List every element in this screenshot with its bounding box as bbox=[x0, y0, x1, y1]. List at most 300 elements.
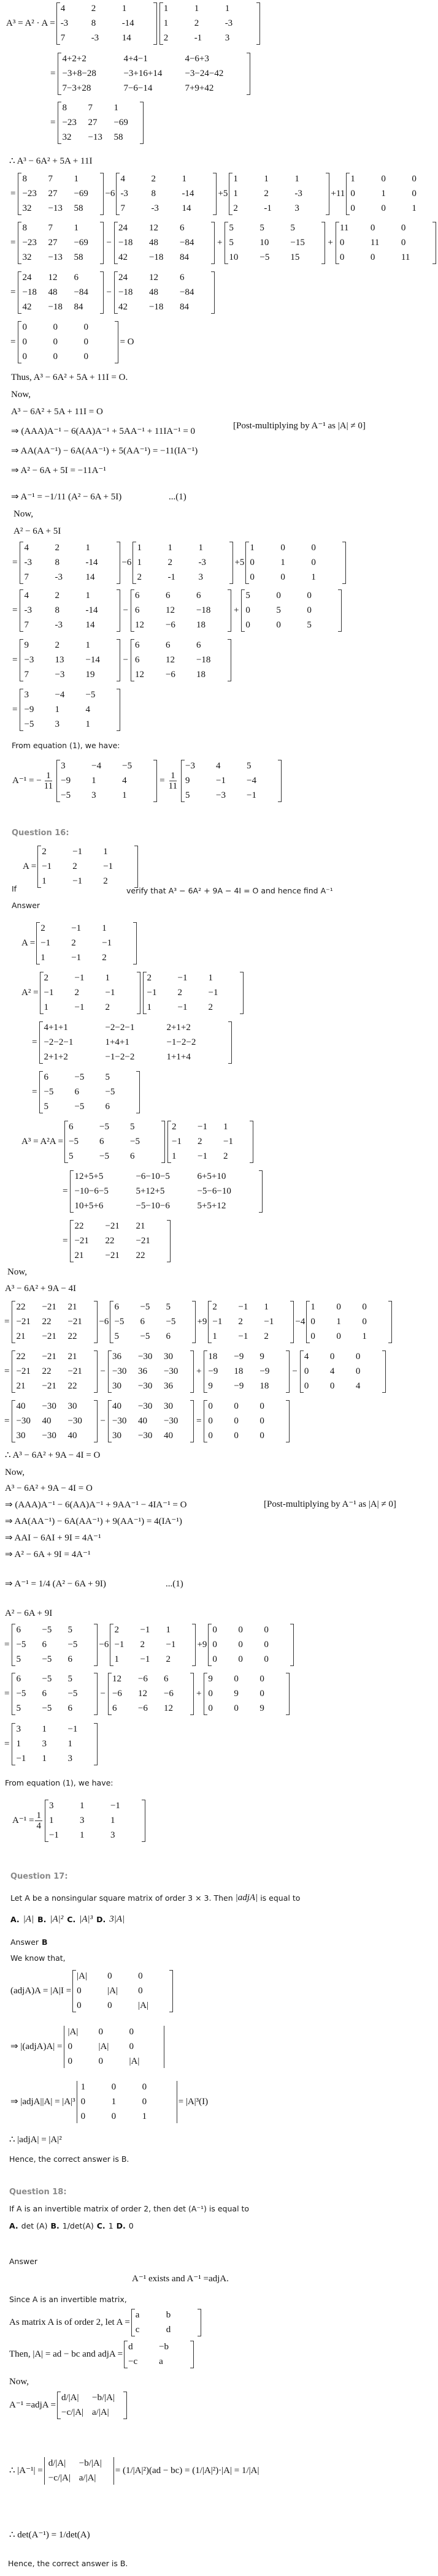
matrix-cell: 0 bbox=[310, 1332, 315, 1341]
equation-row bbox=[9, 321, 134, 363]
identity-determinant bbox=[77, 2081, 177, 2123]
zero-matrix bbox=[18, 321, 118, 363]
matrix-cell: 12 bbox=[148, 273, 158, 282]
operator: = bbox=[50, 118, 56, 127]
matrix-cell: −84 bbox=[179, 238, 194, 248]
matrix-cell: −b/|A| bbox=[79, 2458, 102, 2468]
option-label: B. bbox=[50, 2221, 60, 2230]
result-matrix bbox=[45, 1800, 145, 1842]
matrix-cell: 2 bbox=[55, 543, 60, 553]
matrix-cell: 6 bbox=[134, 655, 140, 665]
matrix-cell: −84 bbox=[74, 287, 88, 297]
answer-label: Answer bbox=[12, 901, 40, 910]
matrix-cell: 21 bbox=[136, 1221, 145, 1231]
matrix-cell: 1 bbox=[79, 1830, 85, 1840]
option-label: C. bbox=[96, 2221, 106, 2230]
matrix-cell: 9 bbox=[185, 776, 190, 786]
matrix-cell: 22 bbox=[16, 1302, 26, 1312]
matrix-cell: 0 bbox=[362, 1302, 367, 1312]
expression-label: A² − 6A + 9I bbox=[5, 1608, 53, 1618]
matrix-cell: 6 bbox=[140, 1317, 145, 1327]
matrix-cell: 0 bbox=[83, 322, 88, 332]
matrix-cell: −6 bbox=[165, 670, 175, 680]
option-value: 0 bbox=[128, 2221, 134, 2230]
matrix-cell: 7 bbox=[88, 103, 93, 113]
derivation-step: ⇒ A² − 6A + 5I = −11A⁻¹ bbox=[11, 466, 106, 475]
statement-text: is equal to bbox=[260, 1893, 301, 1903]
operator: = bbox=[196, 1416, 202, 1426]
matrix-cell: 6 bbox=[179, 273, 185, 282]
matrix-cell: 2 bbox=[208, 1002, 213, 1012]
post-multiply-note: [Post-multiplying by A⁻¹ as |A| ≠ 0] bbox=[233, 421, 366, 431]
matrix-cell: 12 bbox=[163, 1703, 173, 1713]
equation-row bbox=[31, 1021, 233, 1064]
matrix-cell: −69 bbox=[74, 189, 88, 199]
matrix-cell: −10−6−5 bbox=[74, 1186, 109, 1196]
matrix-cell: 22 bbox=[42, 1317, 52, 1327]
fraction bbox=[167, 771, 179, 791]
matrix-cell: 30 bbox=[163, 1401, 173, 1411]
matrix-cell: −1 bbox=[223, 1137, 233, 1146]
matrix-cell: 0 bbox=[22, 352, 27, 362]
now-label: Now, bbox=[11, 390, 31, 400]
a-matrix bbox=[37, 846, 138, 888]
matrix-cell: a/|A| bbox=[79, 2473, 96, 2483]
equation-row bbox=[9, 222, 437, 264]
det-chain: = (1/|A|²)(ad − bc) = (1/|A|²)·|A| = 1/|A| bbox=[115, 2466, 259, 2476]
matrix-cell: 0 bbox=[259, 1416, 264, 1426]
matrix-cell: 3 bbox=[48, 1801, 54, 1811]
matrix-cell: −21 bbox=[74, 1236, 89, 1246]
matrix-cell: 0 bbox=[234, 1431, 239, 1441]
matrix-cell: 5 bbox=[114, 1332, 119, 1341]
derivation-step: ⇒ A² − 6A + 9I = 4A⁻¹ bbox=[5, 1550, 91, 1559]
matrix-cell: 12 bbox=[134, 620, 144, 630]
a-matrix bbox=[131, 2309, 201, 2336]
matrix-cell: -14 bbox=[85, 605, 98, 615]
question-17-statement bbox=[10, 1893, 300, 1903]
matrix-cell: 0 bbox=[98, 2027, 104, 2037]
matrix-cell: 32 bbox=[62, 132, 72, 142]
matrix-cell: −21 bbox=[16, 1317, 31, 1327]
matrix-cell: d/|A| bbox=[48, 2458, 66, 2468]
matrix-cell: 1 bbox=[85, 640, 90, 650]
matrix-cell: 0 bbox=[238, 1640, 243, 1650]
matrix-cell: 27 bbox=[48, 189, 58, 199]
matrix-cell: 7−3+28 bbox=[62, 83, 91, 93]
matrix-cell: 0 bbox=[259, 1431, 264, 1441]
adj-label: adjA = bbox=[31, 2400, 56, 2410]
matrix-cell: 5 bbox=[276, 605, 281, 615]
matrix-cell: 9 bbox=[208, 1674, 213, 1684]
derivation-step: ⇒ (AAA)A⁻¹ − 6(AA)A⁻¹ + 5AA⁻¹ + 11IA⁻¹ = 0 bbox=[11, 426, 196, 436]
post-multiply-note: [Post-multiplying by A⁻¹ as |A| ≠ 0] bbox=[264, 1499, 396, 1509]
matrix-cell: 8 bbox=[62, 103, 67, 113]
equation-label: ⇒ |adjA||A| = |A|³ bbox=[10, 2097, 75, 2107]
zero-matrix bbox=[208, 1624, 294, 1666]
matrix-cell: 19 bbox=[85, 670, 95, 680]
matrix-cell: 5 bbox=[245, 591, 250, 600]
option-value: 1/det(A) bbox=[62, 2221, 94, 2230]
equation-row bbox=[3, 1351, 387, 1393]
matrix-cell: −23 bbox=[22, 189, 37, 199]
matrix-cell: 1 bbox=[67, 1739, 72, 1749]
matrix-cell: d/|A| bbox=[61, 2393, 79, 2403]
matrix-cell: 2 bbox=[105, 1002, 110, 1012]
matrix-cell: 5 bbox=[67, 1674, 72, 1684]
matrix-cell: 1 bbox=[167, 543, 172, 553]
matrix-cell: 4−6+3 bbox=[185, 54, 209, 64]
matrix-cell: 7 bbox=[24, 670, 29, 680]
matrix-cell: 6 bbox=[165, 591, 171, 600]
matrix-cell: 48 bbox=[48, 287, 58, 297]
matrix-cell: −21 bbox=[105, 1251, 120, 1260]
matrix-cell: −84 bbox=[179, 287, 194, 297]
matrix-cell: −2−2−1 bbox=[44, 1037, 74, 1047]
matrix-cell: −18 bbox=[118, 287, 133, 297]
matrix-cell: −30 bbox=[163, 1366, 179, 1376]
option-label: D. bbox=[96, 1915, 106, 1924]
coefficient: +9 bbox=[197, 1317, 207, 1327]
derivation-step: ⇒ AA(AA⁻¹) − 6A(AA⁻¹) + 9(AA⁻¹) = 4(IA⁻¹) bbox=[5, 1517, 182, 1526]
inverse-label: A⁻¹ = bbox=[9, 2400, 31, 2410]
option-value: |A| bbox=[23, 1914, 34, 1924]
matrix-cell: 5 bbox=[229, 238, 234, 248]
matrix-cell: 3 bbox=[16, 1724, 21, 1734]
matrix-cell: 1 bbox=[85, 543, 90, 553]
matrix-cell: -3 bbox=[91, 33, 99, 43]
derivation-step: ⇒ A⁻¹ = 1/4 (A² − 6A + 9I) bbox=[5, 1579, 106, 1589]
matrix-cell: 1 bbox=[42, 1724, 47, 1734]
matrix-cell: 1 bbox=[212, 1332, 217, 1341]
matrix-cell: 4 bbox=[304, 1352, 309, 1362]
matrix-label: A³ = A²A = bbox=[21, 1137, 64, 1146]
equation-row bbox=[11, 639, 232, 681]
matrix-cell: 1 bbox=[80, 2082, 86, 2092]
matrix-cell: 12 bbox=[112, 1674, 121, 1684]
matrix-cell: 5 bbox=[166, 1302, 171, 1312]
identity-matrix bbox=[306, 1301, 392, 1343]
matrix-cell: 0 bbox=[259, 1401, 264, 1411]
equation-row bbox=[49, 53, 252, 95]
matrix-cell: 2 bbox=[177, 988, 183, 998]
matrix-cell: 0 bbox=[142, 2097, 147, 2107]
matrix-cell: -3 bbox=[225, 18, 233, 28]
matrix-cell: −30 bbox=[137, 1401, 153, 1411]
matrix-cell: 0 bbox=[208, 1431, 213, 1441]
matrix-cell: −1 bbox=[16, 1754, 26, 1763]
operator: = bbox=[4, 1689, 10, 1699]
matrix-cell: −5 bbox=[74, 1102, 85, 1112]
a-matrix bbox=[208, 1301, 294, 1343]
matrix-cell: 6 bbox=[42, 1689, 47, 1699]
matrix-cell: 7+9+42 bbox=[185, 83, 214, 93]
matrix-cell: 1 bbox=[79, 1801, 85, 1811]
inverse-label: A⁻¹ = bbox=[12, 1816, 34, 1825]
matrix-cell: 10+5+6 bbox=[74, 1201, 104, 1211]
coefficient: +5 bbox=[234, 558, 245, 567]
matrix-cell: a bbox=[159, 2357, 163, 2366]
matrix-cell: 1 bbox=[16, 1739, 21, 1749]
matrix-cell: 3 bbox=[225, 33, 230, 43]
matrix-cell: 6 bbox=[134, 605, 140, 615]
matrix-cell: 0 bbox=[264, 1654, 269, 1664]
matrix-cell: 0 bbox=[362, 1317, 367, 1327]
matrix-cell: −1 bbox=[72, 876, 83, 886]
matrix-cell: 6 bbox=[67, 1703, 72, 1713]
matrix-cell: 1 bbox=[48, 1816, 54, 1825]
matrix-cell: −3 bbox=[24, 655, 34, 665]
matrix-cell: 0 bbox=[280, 572, 285, 582]
equation-row bbox=[3, 1673, 291, 1715]
matrix-cell: −3+16+14 bbox=[123, 69, 163, 78]
matrix-label: A² = bbox=[21, 988, 39, 998]
matrix-cell: 30 bbox=[163, 1352, 173, 1362]
matrix-cell: −1 bbox=[177, 1002, 188, 1012]
matrix-cell: 4 bbox=[329, 1366, 335, 1376]
matrix-cell: −30 bbox=[112, 1416, 127, 1426]
matrix-cell: −23 bbox=[62, 118, 77, 127]
matrix-cell: 8 bbox=[22, 223, 27, 233]
operator: = bbox=[4, 1416, 10, 1426]
coefficient: +9 bbox=[197, 1640, 207, 1650]
matrix-cell: 6 bbox=[179, 223, 185, 233]
matrix-cell: 0 bbox=[234, 1416, 239, 1426]
matrix-cell: 1 bbox=[121, 4, 127, 13]
matrix-cell: −5 bbox=[122, 761, 133, 771]
matrix-cell: 3 bbox=[24, 690, 29, 700]
operator: − bbox=[106, 287, 112, 297]
a3-expanded-matrix bbox=[58, 53, 250, 95]
coefficient: −6 bbox=[105, 189, 115, 199]
equation-row bbox=[11, 589, 343, 632]
matrix-cell: 2 bbox=[151, 174, 156, 184]
matrix-cell: 0 bbox=[129, 2042, 134, 2051]
equation-row bbox=[3, 1624, 295, 1666]
matrix-cell: 1 bbox=[194, 4, 199, 13]
matrix-cell: 11 bbox=[370, 238, 380, 248]
operator: = bbox=[4, 1640, 10, 1650]
matrix-cell: 0 bbox=[304, 1366, 309, 1376]
matrix-cell: 30 bbox=[112, 1431, 121, 1441]
a2-matrix bbox=[39, 1071, 140, 1113]
matrix-cell: 1 bbox=[102, 923, 107, 933]
matrix-cell: |A| bbox=[67, 2027, 79, 2037]
matrix-cell: 32 bbox=[22, 203, 32, 213]
matrix-cell: 24 bbox=[22, 273, 32, 282]
matrix-cell: 10 bbox=[259, 238, 269, 248]
matrix-cell: −5−6−10 bbox=[197, 1186, 231, 1196]
matrix-cell: −21 bbox=[67, 1317, 82, 1327]
matrix-cell: 0 bbox=[304, 1381, 309, 1391]
adj-matrix bbox=[124, 2341, 194, 2368]
matrix-cell: 12 bbox=[165, 655, 175, 665]
matrix-cell: 42 bbox=[118, 252, 128, 262]
matrix-cell: −30 bbox=[137, 1431, 153, 1441]
matrix-cell: 4 bbox=[60, 4, 66, 13]
matrix-cell: 12 bbox=[165, 605, 175, 615]
matrix-label: A = bbox=[23, 862, 37, 871]
matrix-cell: −5 bbox=[42, 1625, 52, 1635]
matrix-cell: 5 bbox=[229, 223, 234, 233]
matrix-cell: 2 bbox=[74, 988, 80, 998]
matrix-cell: 12 bbox=[137, 1689, 147, 1699]
matrix-cell: 1 bbox=[105, 973, 110, 983]
matrix-cell: −1 bbox=[172, 1137, 182, 1146]
matrix-cell: 1 bbox=[198, 543, 203, 553]
matrix-cell: 1 bbox=[208, 973, 213, 983]
equation-row bbox=[31, 1071, 141, 1113]
matrix-label: As matrix A is of order 2, let A = bbox=[9, 2317, 130, 2327]
matrix-cell: 40 bbox=[42, 1416, 52, 1426]
equation-row bbox=[21, 922, 138, 964]
matrix-cell: |A| bbox=[107, 1986, 118, 1996]
matrix-cell: 1 bbox=[42, 876, 47, 886]
equation-label: A³ = A² · A = bbox=[6, 18, 55, 28]
matrix-cell: −18 bbox=[148, 302, 164, 312]
option-value: |A|² bbox=[50, 1914, 64, 1924]
matrix-cell: −1 bbox=[40, 938, 51, 948]
matrix-cell: 40 bbox=[137, 1416, 147, 1426]
nine-a-matrix bbox=[204, 1351, 290, 1393]
matrix-cell: −5 bbox=[16, 1640, 26, 1650]
matrix-cell: 48 bbox=[148, 238, 158, 248]
matrix-cell: −9 bbox=[24, 705, 34, 714]
option-label: C. bbox=[67, 1915, 76, 1924]
matrix-cell: 0 bbox=[336, 1332, 341, 1341]
matrix-cell: 0 bbox=[381, 203, 386, 213]
matrix-cell: 21 bbox=[16, 1381, 26, 1391]
derivation-step: ⇒ (AAA)A⁻¹ − 6(AA)A⁻¹ + 9AA⁻¹ − 4IA⁻¹ = O bbox=[5, 1500, 187, 1510]
matrix-cell: 4+1+1 bbox=[44, 1023, 68, 1032]
operator: = bbox=[12, 705, 18, 714]
operator: = bbox=[32, 1087, 37, 1097]
matrix-cell: 1 bbox=[111, 2097, 117, 2107]
matrix-cell: 6 bbox=[74, 273, 79, 282]
matrix-cell: 9 bbox=[24, 640, 29, 650]
matrix-cell: 2 bbox=[163, 33, 169, 43]
matrix-cell: −30 bbox=[42, 1401, 56, 1411]
matrix-cell: 5 bbox=[105, 1072, 110, 1082]
matrix-cell: −5 bbox=[69, 1137, 79, 1146]
matrix-cell: −1 bbox=[67, 1724, 78, 1734]
equation-row bbox=[12, 1800, 147, 1842]
therefore-statement: ∴ A³ − 6A² + 9A − 4I = O bbox=[5, 1450, 101, 1460]
matrix-cell: −30 bbox=[137, 1381, 153, 1391]
matrix-cell: 13 bbox=[55, 655, 64, 665]
matrix-cell: 0 bbox=[355, 1352, 361, 1362]
matrix-cell: −13 bbox=[48, 203, 63, 213]
matrix-cell: |A| bbox=[129, 2056, 140, 2066]
matrix-cell: 6 bbox=[42, 1640, 47, 1650]
matrix-cell: 84 bbox=[179, 302, 189, 312]
matrix-cell: 5 bbox=[44, 1102, 48, 1112]
matrix-cell: 3 bbox=[79, 1816, 85, 1825]
answer-value: B bbox=[42, 1938, 48, 1947]
matrix-cell: 6 bbox=[114, 1302, 119, 1312]
coefficient: −4 bbox=[295, 1317, 305, 1327]
matrix-cell: 5 bbox=[185, 790, 190, 800]
matrix-cell: 8 bbox=[55, 558, 60, 567]
a2-matrix bbox=[56, 2, 157, 45]
matrix-cell: 84 bbox=[74, 302, 83, 312]
sum-matrix bbox=[20, 639, 120, 681]
matrix-cell: 1 bbox=[412, 203, 417, 213]
matrix-cell: −6 bbox=[163, 1689, 174, 1699]
equation-row bbox=[12, 760, 283, 802]
five-a-matrix bbox=[225, 222, 325, 264]
operator: = bbox=[12, 558, 18, 567]
matrix-cell: −b bbox=[159, 2342, 169, 2352]
matrix-cell: −1 bbox=[114, 1640, 125, 1650]
matrix-cell: −6 bbox=[165, 620, 175, 630]
matrix-cell: 4 bbox=[24, 591, 29, 600]
matrix-cell: 1 bbox=[74, 174, 79, 184]
now-label: Now, bbox=[5, 1468, 25, 1477]
matrix-cell: −1 bbox=[105, 988, 115, 998]
matrix-cell: 0 bbox=[307, 605, 312, 615]
matrix-cell: 12 bbox=[134, 670, 144, 680]
a-matrix bbox=[229, 173, 329, 215]
operator: − bbox=[100, 1689, 106, 1699]
then-text: Then, |A| = ad − bc and adjA = bbox=[9, 2349, 123, 2359]
matrix-cell: -14 bbox=[182, 189, 194, 199]
matrix-cell: 7 bbox=[120, 203, 125, 213]
we-know-text: We know that, bbox=[10, 1953, 66, 1963]
matrix-cell: 2 bbox=[72, 862, 77, 871]
operator: = bbox=[10, 238, 16, 248]
matrix-cell: 5 bbox=[69, 1151, 74, 1161]
option-value: 1 bbox=[108, 2221, 113, 2230]
matrix-cell: 0 bbox=[208, 1689, 213, 1699]
equation-row bbox=[9, 271, 216, 314]
matrix-cell: 5+5+12 bbox=[197, 1201, 226, 1211]
matrix-cell: −21 bbox=[42, 1332, 56, 1341]
matrix-cell: 12 bbox=[48, 273, 58, 282]
matrix-label: A = bbox=[21, 938, 36, 948]
matrix-cell: 5 bbox=[290, 223, 295, 233]
matrix-cell: −4 bbox=[91, 761, 102, 771]
result-matrix bbox=[20, 689, 120, 731]
matrix-cell: −5 bbox=[140, 1332, 150, 1341]
operator: = bbox=[159, 776, 165, 786]
matrix-cell: 2 bbox=[71, 938, 76, 948]
matrix-cell: 0 bbox=[250, 572, 255, 582]
matrix-cell: |A| bbox=[77, 1971, 87, 1981]
equation-row bbox=[21, 1121, 255, 1163]
matrix-cell: 1 bbox=[311, 572, 316, 582]
eleven-i-matrix bbox=[336, 222, 436, 264]
matrix-cell: 36 bbox=[112, 1352, 121, 1362]
derivation-step: ⇒ A⁻¹ = −1/11 (A² − 6A + 5I) bbox=[11, 492, 122, 502]
equation-label: (adjA)A = |A|I = bbox=[10, 1986, 72, 1996]
matrix-cell: 1 bbox=[233, 174, 238, 184]
matrix-cell: −1 bbox=[140, 1654, 150, 1664]
matrix-cell: 6 bbox=[134, 640, 140, 650]
denominator: 11 bbox=[168, 781, 178, 791]
matrix-cell: 48 bbox=[148, 287, 158, 297]
question-16-title: Question 16: bbox=[12, 828, 69, 838]
equation-row bbox=[9, 2457, 259, 2485]
matrix-cell: −4 bbox=[247, 776, 257, 786]
five-i-matrix bbox=[241, 589, 342, 632]
matrix-cell: 0 bbox=[67, 2042, 73, 2051]
matrix-cell: 6 bbox=[112, 1703, 117, 1713]
matrix-cell: 40 bbox=[67, 1431, 77, 1441]
sum-matrix bbox=[108, 1400, 194, 1442]
matrix-cell: 22 bbox=[136, 1251, 145, 1260]
matrix-cell: 0 bbox=[259, 1689, 264, 1699]
